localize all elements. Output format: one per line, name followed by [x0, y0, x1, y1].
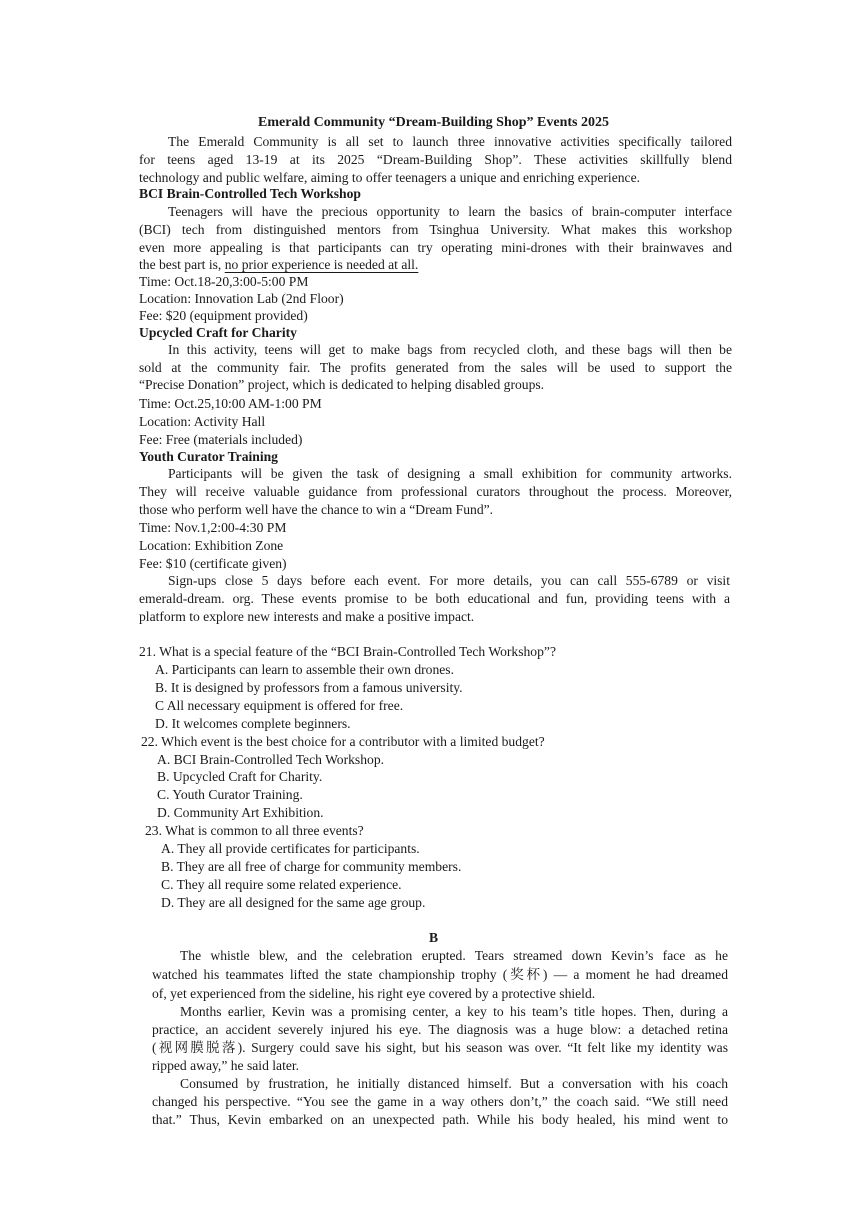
event-body-line: sold at the community fair. The profits generated from the sales will be used to support the — [139, 360, 732, 375]
passage-title: Emerald Community “Dream-Building Shop” Events 2025 — [258, 115, 609, 130]
event-time: Time: Oct.25,10:00 AM-1:00 PM — [139, 396, 322, 411]
answer-option: B. They are all free of charge for community members. — [161, 859, 462, 874]
answer-option: D. They are all designed for the same age group. — [161, 895, 426, 910]
answer-option: A. They all provide certificates for participants. — [161, 841, 420, 856]
event-location: Location: Exhibition Zone — [139, 538, 284, 553]
underlined-phrase: no prior experience is needed at all. — [224, 257, 419, 272]
event-location: Location: Innovation Lab (2nd Floor) — [139, 291, 344, 306]
event-fee: Fee: Free (materials included) — [139, 432, 303, 447]
passage-b-line: The whistle blew, and the celebration erupted. Tears streamed down Kevin’s face as he — [180, 948, 728, 963]
answer-option: A. BCI Brain-Controlled Tech Workshop. — [157, 752, 385, 767]
closing-line: Sign-ups close 5 days before each event. For more details, you can call 555-6789 or visit — [168, 573, 730, 588]
closing-line: emerald-dream. org. These events promise to be both educational and fun, providing teens with a — [139, 591, 730, 606]
question-stem: 22. Which event is the best choice for a contributor with a limited budget? — [141, 734, 545, 749]
passage-b-line: practice, an accident severely injured his eye. The diagnosis was a huge blow: a detached retina — [152, 1022, 728, 1037]
event-body-line: (BCI) tech from distinguished mentors from Tsinghua University. What makes this workshop — [139, 222, 732, 237]
question-stem: 21. What is a special feature of the “BCI Brain-Controlled Tech Workshop”? — [139, 644, 556, 659]
event-heading-bci: BCI Brain-Controlled Tech Workshop — [139, 186, 361, 201]
event-fee: Fee: $10 (certificate given) — [139, 556, 287, 571]
event-fee: Fee: $20 (equipment provided) — [139, 308, 308, 323]
event-heading-curator: Youth Curator Training — [139, 449, 278, 464]
event-body-line: Teenagers will have the precious opportunity to learn the basics of brain-computer interface — [168, 204, 732, 219]
intro-line: The Emerald Community is all set to launch three innovative activities specifically tailored — [168, 134, 732, 149]
intro-line: technology and public welfare, aiming to offer teenagers a unique and enriching experience. — [139, 170, 641, 185]
closing-line: platform to explore new interests and make a positive impact. — [139, 609, 475, 624]
event-time: Time: Oct.18-20,3:00-5:00 PM — [139, 274, 309, 289]
answer-option: D. Community Art Exhibition. — [157, 805, 324, 820]
answer-option: A. Participants can learn to assemble their own drones. — [155, 662, 454, 677]
answer-option: B. Upcycled Craft for Charity. — [157, 769, 323, 784]
answer-option: C. They all require some related experience. — [161, 877, 402, 892]
passage-b-line: that.” Thus, Kevin embarked on an unexpected path. While his body healed, his mind went to — [152, 1112, 728, 1127]
answer-option: C. Youth Curator Training. — [157, 787, 303, 802]
answer-option: D. It welcomes complete beginners. — [155, 716, 351, 731]
passage-b-line: changed his perspective. “You see the game in a way others don’t,” the coach said. “We still need — [152, 1094, 728, 1109]
event-location: Location: Activity Hall — [139, 414, 266, 429]
event-body-line: In this activity, teens will get to make bags from recycled cloth, and these bags will then be — [168, 342, 732, 357]
answer-option: B. It is designed by professors from a famous university. — [155, 680, 463, 695]
intro-line: for teens aged 13-19 at its 2025 “Dream-Building Shop”. These activities skillfully blend — [139, 152, 732, 167]
passage-b-line: watched his teammates lifted the state championship trophy (奖杯) — a moment he had dreamed — [152, 967, 728, 982]
event-body-line — [139, 256, 418, 274]
event-heading-upcycled: Upcycled Craft for Charity — [139, 325, 297, 340]
passage-b-line: Months earlier, Kevin was a promising center, a key to his team’s title hopes. Then, during a — [180, 1004, 728, 1019]
passage-b-line: of, yet experienced from the sideline, his right eye covered by a protective shield. — [152, 986, 596, 1001]
passage-b-line: (视网膜脱落). Surgery could save his sight, but his season was over. “It felt like my identity was — [152, 1040, 728, 1055]
event-time: Time: Nov.1,2:00-4:30 PM — [139, 520, 287, 535]
event-body-line: those who perform well have the chance to win a “Dream Fund”. — [139, 502, 494, 517]
answer-option: C All necessary equipment is offered for free. — [155, 698, 404, 713]
question-stem: 23. What is common to all three events? — [145, 823, 364, 838]
event-body-line: “Precise Donation” project, which is dedicated to helping disabled groups. — [139, 377, 545, 392]
passage-b-line: ripped away,” he said later. — [152, 1058, 300, 1073]
passage-b-line: Consumed by frustration, he initially distanced himself. But a conversation with his coach — [180, 1076, 728, 1091]
event-body-line: even more appealing is that participants can try operating mini-drones with their brainwaves and — [139, 240, 732, 255]
event-body-text: the best part is, — [139, 257, 225, 272]
event-body-line: Participants will be given the task of designing a small exhibition for community artworks. — [168, 466, 732, 481]
event-body-line: They will receive valuable guidance from professional curators throughout the process. Moreover, — [139, 484, 732, 499]
section-label: B — [428, 930, 439, 945]
